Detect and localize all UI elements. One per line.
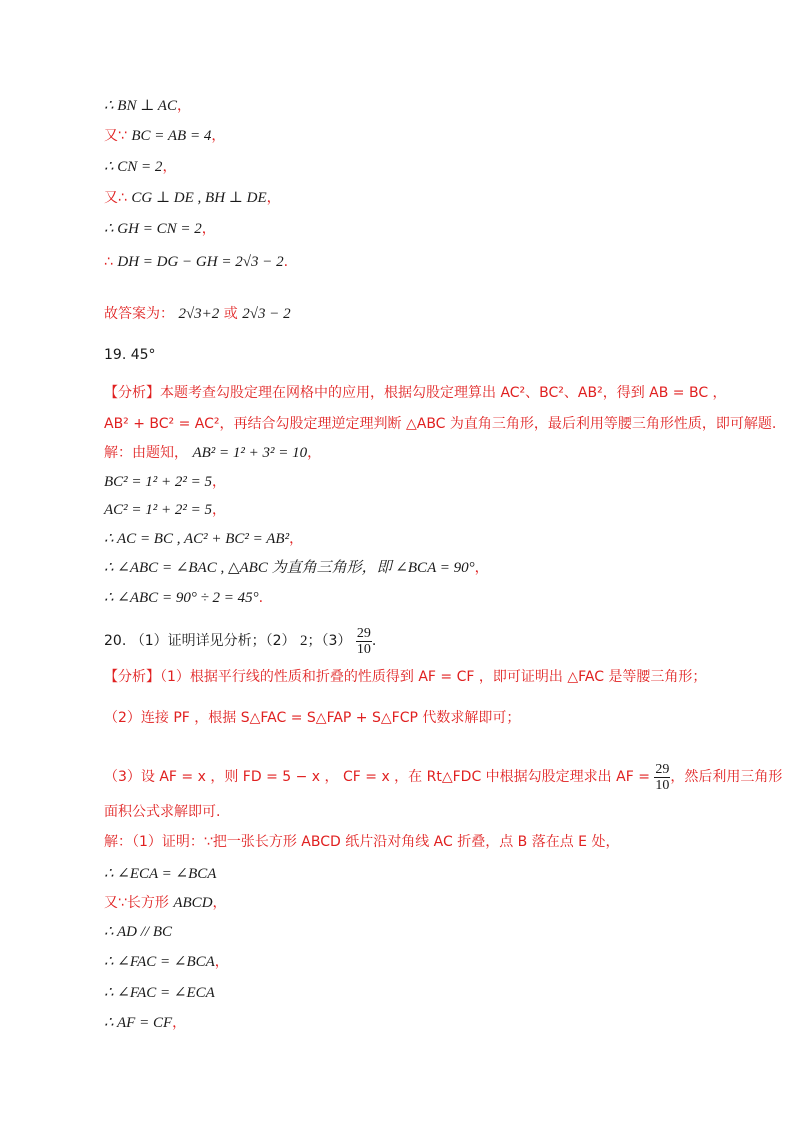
math-expr: BC² = 1² + 2² = 5 bbox=[104, 474, 213, 490]
solution-19-line-3: AC² = 1² + 2² = 5， bbox=[104, 502, 227, 518]
fraction: $\frac{29}{10}$ bbox=[356, 625, 371, 657]
math-expr: ∴ ∠FAC = ∠BCA bbox=[104, 954, 215, 970]
math-expr: CG ⊥ DE , BH ⊥ DE bbox=[131, 190, 267, 206]
math-expr: DH = DG − GH = 2√3 − 2 bbox=[117, 254, 284, 270]
solution-20-line-7: ∴ AF = CF， bbox=[104, 1015, 187, 1031]
solution-19-line-5: ∴ ∠ABC = ∠BAC , △ABC 为直角三角形，即 ∠BCA = 90°， bbox=[104, 560, 489, 576]
question-19-heading: 19. 45° bbox=[104, 347, 156, 363]
analysis-20-line-3: （3）设 AF = x ，则 FD = 5 − x ， CF = x ，在 Rt△FDC 中根据勾股定理求出 AF = $\frac{29}{10}$ ，然后利用三角形 bbox=[104, 761, 783, 793]
math-expr: AC² = 1² + 2² = 5 bbox=[104, 502, 213, 518]
solution-20-line-6 bbox=[104, 983, 740, 1003]
solution-20-line-3: 又∵长方形 ABCD， bbox=[104, 895, 227, 911]
solution-19-line-4: ∴ AC = BC , AC² + BC² = AB²， bbox=[104, 531, 304, 547]
math-expr: ABCD bbox=[173, 895, 213, 911]
solution-19-line-6: ∴ ∠ABC = 90° ÷ 2 = 45°. bbox=[104, 590, 264, 606]
solution-20-line-2 bbox=[104, 864, 740, 884]
math-expr: ∴ BN ⊥ AC bbox=[104, 98, 177, 114]
math-expr: 2√3+2 bbox=[178, 306, 220, 322]
answer-line: 故答案为： 2√3+2 或 2√3 − 2 bbox=[104, 306, 291, 322]
math-expr: ∴ ∠ABC = 90° ÷ 2 = 45° bbox=[104, 590, 259, 606]
analysis-20-line-2: （2）连接 PF ，根据 S△FAC = S△FAP + S△FCP 代数求解即可； bbox=[104, 710, 521, 726]
math-expr: ∴ GH = CN = 2 bbox=[104, 221, 202, 237]
line-2: 又∵ BC = AB = 4， bbox=[104, 128, 226, 144]
line-1: ∴ BN ⊥ AC， bbox=[104, 98, 191, 114]
line-5: ∴ GH = CN = 2， bbox=[104, 221, 216, 237]
line-3: ∴ CN = 2， bbox=[104, 159, 177, 175]
solution-20-line-1: 解：（1）证明：∵把一张长方形 ABCD 纸片沿对角线 AC 折叠，点 B 落在点 E 处， bbox=[104, 834, 620, 850]
line-6: ∴ DH = DG − GH = 2√3 − 2. bbox=[104, 254, 289, 270]
line-4: 又∴ CG ⊥ DE , BH ⊥ DE， bbox=[104, 190, 281, 206]
fraction: $\frac{29}{10}$ bbox=[655, 761, 670, 793]
solution-19-line-1: 解：由题知， AB² = 1² + 3² = 10， bbox=[104, 445, 322, 461]
math-expr: ∴ ∠ABC = ∠BAC , △ABC 为直角三角形，即 ∠BCA = 90° bbox=[104, 560, 475, 576]
math-expr: ∴ ∠ECA = ∠BCA bbox=[104, 866, 217, 882]
solution-20-line-5: ∴ ∠FAC = ∠BCA， bbox=[104, 954, 229, 970]
solution-20-line-4 bbox=[104, 922, 740, 942]
analysis-20-line-4: 面积公式求解即可. bbox=[104, 804, 221, 820]
math-expr: ∴ ∠FAC = ∠ECA bbox=[104, 985, 215, 1001]
math-expr: ∴ AF = CF bbox=[104, 1015, 173, 1031]
math-expr: ∴ AC = BC , AC² + BC² = AB² bbox=[104, 531, 290, 547]
solution-19-line-2: BC² = 1² + 2² = 5， bbox=[104, 474, 227, 490]
math-expr: 2√3 − 2 bbox=[242, 306, 291, 322]
math-expr: AB² = 1² + 3² = 10 bbox=[192, 445, 308, 461]
analysis-20-line-1: 【分析】（1）根据平行线的性质和折叠的性质得到 AF = CF ，即可证明出 △FAC 是等腰三角形； bbox=[104, 669, 707, 685]
math-expr: BC = AB = 4 bbox=[131, 128, 212, 144]
analysis-19-line-1: 【分析】本题考查勾股定理在网格中的应用，根据勾股定理算出 AC²、BC²、AB²，得到 AB = BC ， bbox=[104, 385, 727, 401]
question-20-heading: 20. （1）证明详见分析；（2） 2；（3） $\frac{29}{10}$ . bbox=[104, 625, 377, 657]
math-expr: ∴ CN = 2 bbox=[104, 159, 163, 175]
analysis-19-line-2: AB² + BC² = AC²，再结合勾股定理逆定理判断 △ABC 为直角三角形，最后利用等腰三角形性质，即可解题. bbox=[104, 416, 777, 432]
math-expr: ∴ AD // BC bbox=[104, 924, 173, 940]
